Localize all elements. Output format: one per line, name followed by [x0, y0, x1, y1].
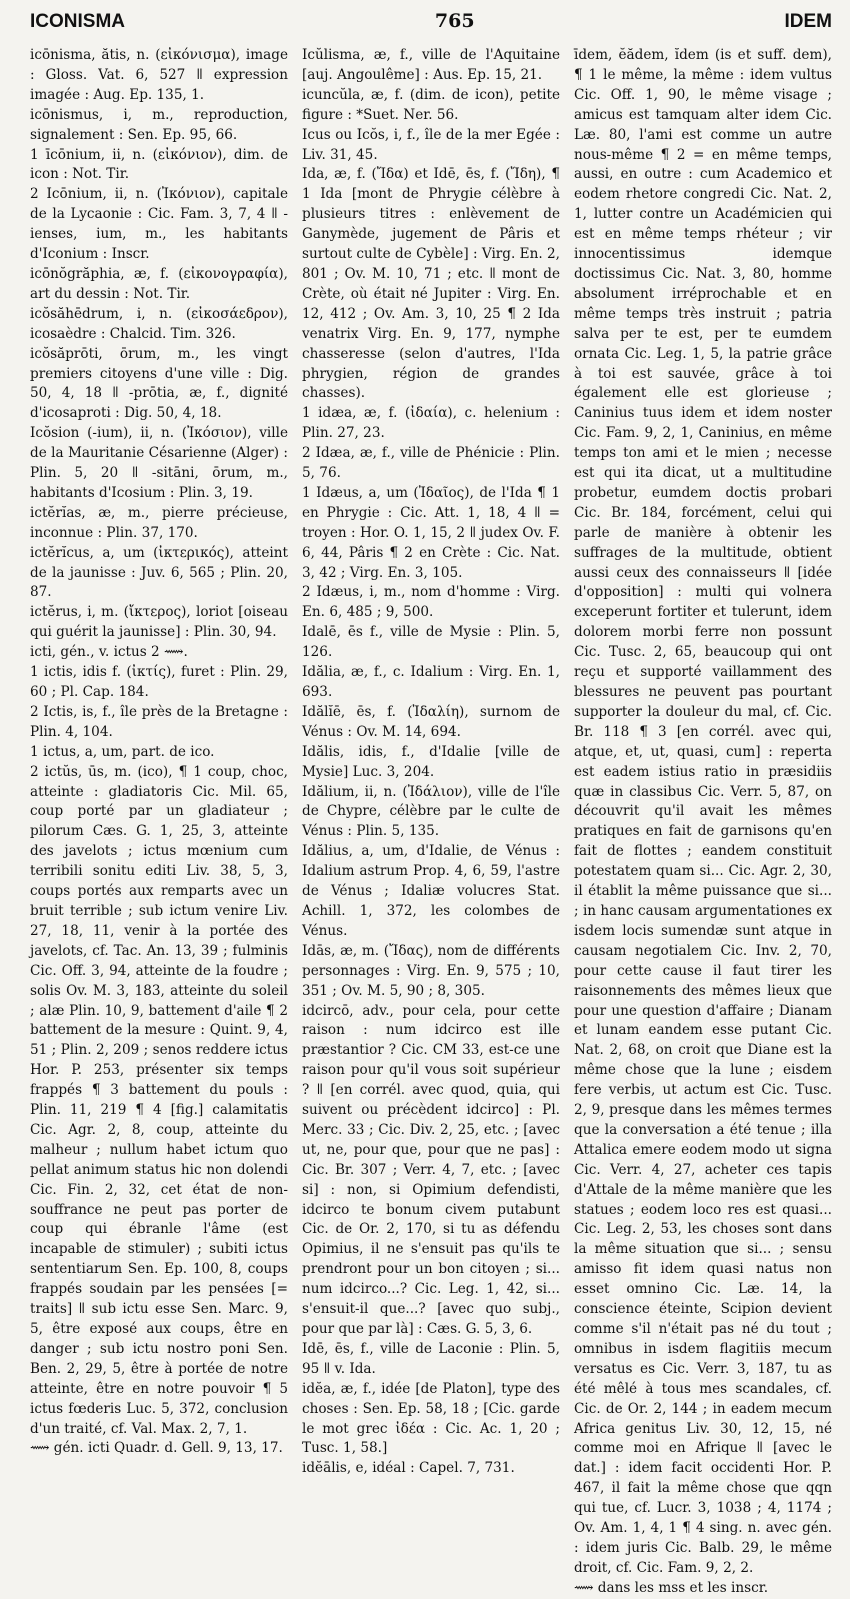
- dictionary-entry: 1 idæa, æ, f. (ἰδαία), c. helenium : Plin. 27, 23.: [302, 405, 560, 442]
- dictionary-entry: 2 Idæus, i, m., nom d'homme : Virg. En. 6, 485 ; 9, 500.: [302, 584, 560, 621]
- dictionary-entry: icuncŭla, æ, f. (dim. de icon), petite figure : *Suet. Ner. 56.: [302, 86, 560, 123]
- dictionary-entry: 2 ictŭs, ūs, m. (ico), ¶ 1 coup, choc, atteinte : gladiatoris Cic. Mil. 65, coup porté par un gladiateur ; pilorum Cæs. G. 1, 25, 3, atteinte des javelots ; ictus mœnium cum terribili sonitu editi Liv. 38, 5, 3, coups portés aux remparts avec un bruit terrible ; sub ictum venire Liv. 27, 18, 11, venir à la portée des javelots, cf. Tac. An. 13, 39 ; fulminis Cic. Off. 3, 94, atteinte de la foudre ; solis Ov. M. 3, 183, atteinte du soleil ; alæ Plin. 10, 9, battement d'aile ¶ 2 battement de la mesure : Quint. 9, 4, 51 ; Plin. 2, 209 ; senos reddere ictus Hor. P. 253, présenter six temps frappés ¶ 3 battement du pouls : Plin. 11, 219 ¶ 4 [fig.] calamitatis Cic. Agr. 2, 8, coup, atteinte du malheur ; nullum habet ictum quo pellat animum status hic non dolendi Cic. Fin. 2, 32, cet état de non-souffrance ne peut pas porter de coup qui ébranle l'âme (est incapable de stimuler) ; subiti ictus sententiarum Sen. Ep. 100, 8, coups frappés soudain par les pensées [= traits] ǁ sub ictu esse Sen. Marc. 9, 5, être exposé aux coups, être en danger ; sub ictu nostro poni Sen. Ben. 2, 29, 5, être à portée de notre atteinte, être en notre pouvoir ¶ 5 ictus fœderis Luc. 5, 372, conclusion d'un traité, cf. Val. Max. 2, 7, 1.: [30, 763, 288, 1437]
- dictionary-entry: Idē, ēs, f., ville de Laconie : Plin. 5, 95 ǁ v. Ida.: [302, 1340, 560, 1377]
- dictionary-entry: Idălis, idis, f., d'Idalie [ville de Mysie] Luc. 3, 204.: [302, 743, 560, 780]
- dictionary-entry: 1 ictis, idis f. (ἰκτίς), furet : Plin. 29, 60 ; Pl. Cap. 184.: [30, 664, 288, 700]
- dictionary-entry: idĕa, æ, f., idée [de Platon], type des choses : Sen. Ep. 58, 18 ; [Cic. garde le mot grec ἰδέα : Cic. Ac. 1, 20 ; Tusc. 1, 58.]: [302, 1380, 560, 1457]
- page-number: 765: [434, 10, 475, 32]
- dictionary-entry: icōnŏgrăphia, æ, f. (εἰκονογραφία), art du dessin : Not. Tir.: [30, 265, 288, 302]
- header-right-word: IDEM: [784, 11, 832, 32]
- dictionary-entry: 1 īcōnium, ii, n. (εἰκόνιον), dim. de icon : Not. Tir.: [30, 146, 288, 183]
- dictionary-entry: Idălĭē, ēs, f. (Ἰδαλίη), surnom de Vénus : Ov. M. 14, 694.: [302, 703, 560, 740]
- dictionary-entry: ictĕrĭas, æ, m., pierre précieuse, inconnue : Plin. 37, 170.: [30, 504, 288, 541]
- dictionary-entry: 1 ictus, a, um, part. de ico.: [30, 743, 215, 760]
- dictionary-entry: Idălia, æ, f., c. Idalium : Virg. En. 1, 693.: [302, 664, 560, 700]
- dictionary-entry: Ida, æ, f. (Ἴδα) et Idē, ēs, f. (Ἴδη), ¶ 1 Ida [mont de Phrygie célèbre à plusieurs titres : enlèvement de Ganymède, jugement de Pâris et surtout culte de Cybèle] : Virg. En. 2, 801 ; Ov. M. 10, 71 ; etc. ǁ mont de Crète, où était né Jupiter : Virg. En. 12, 412 ; Ov. Am. 3, 10, 25 ¶ 2 Ida venatrix Virg. En. 9, 177, nymphe chasseresse (selon d'autres, l'Ida phrygien, région de grandes chasses).: [302, 166, 560, 402]
- dictionary-entry: icti, gén., v. ictus 2 ⟿.: [30, 644, 188, 661]
- dictionary-entry: Idălius, a, um, d'Idalie, de Vénus : Idalium astrum Prop. 4, 6, 59, l'astre de Vénus ; Idaliæ volucres Stat. Achill. 1, 372, les colombes de Vénus.: [302, 843, 560, 939]
- dictionary-entry: Icŏsion (-ium), ii, n. (Ἰκόσιον), ville de la Mauritanie Césarienne (Alger) : Plin. 5, 20 ǁ -sitāni, ōrum, m., habitants d'Icosium : Plin. 3, 19.: [30, 425, 288, 501]
- column-2: [302, 46, 560, 1477]
- dictionary-entry: ictĕrus, i, m. (ἴκτερος), loriot [oiseau qui guérit la jaunisse] : Plin. 30, 94.: [30, 604, 288, 641]
- dictionary-entry: Idās, æ, m. (Ἴδας), nom de différents personnages : Virg. En. 9, 575 ; 10, 351 ; Ov. M. 5, 90 ; 8, 305.: [302, 942, 560, 999]
- column-1: [30, 46, 288, 1457]
- dictionary-entry: 2 Idæa, æ, f., ville de Phénicie : Plin. 5, 76.: [302, 445, 560, 482]
- dictionary-entry: ⟿ dans les mss et les inscr.: [574, 1579, 769, 1596]
- dictionary-entry: icōnismus, i, m., reproduction, signalement : Sen. Ep. 95, 66.: [30, 106, 288, 143]
- column-3: [574, 46, 832, 1596]
- dictionary-entry: Icus ou Icŏs, i, f., île de la mer Egée : Liv. 31, 45.: [302, 126, 560, 163]
- dictionary-entry: Idălium, ii, n. (Ἰδάλιον), ville de l'île de Chypre, célèbre par le culte de Vénus : Plin. 5, 135.: [302, 783, 560, 840]
- dictionary-entry: idcircō, adv., pour cela, pour cette raison : num idcirco est ille præstantior ? Cic. CM 33, est-ce une raison pour qu'il vous soit supérieur ? ǁ [en corrél. avec quod, quia, qui suivent ou précèdent idcirco] : Pl. Merc. 33 ; Cic. Div. 2, 25, etc. ; [avec ut, ne, pour que, pour que ne pas] : Cic. Br. 307 ; Verr. 4, 7, etc. ; [avec si] : non, si Opimium defendisti, idcirco te bonum civem putabunt Cic. de Or. 2, 170, si tu as défendu Opimius, il ne s'ensuit pas qu'ils te prendront pour un bon citoyen ; si... num idcirco...? Cic. Leg. 1, 42, si... s'ensuit-il que...? [avec quo subj., pour que par là] : Cæs. G. 5, 3, 6.: [302, 1002, 560, 1337]
- dictionary-entry: ictĕrĭcus, a, um (ἰκτερικός), atteint de la jaunisse : Juv. 6, 565 ; Plin. 20, 87.: [30, 544, 288, 601]
- columns: [30, 46, 832, 1596]
- dictionary-entry: icŏsăhēdrum, i, n. (εἰκοσάεδρον), icosaèdre : Chalcid. Tim. 326.: [30, 305, 288, 342]
- dictionary-entry: 2 Ictis, is, f., île près de la Bretagne : Plin. 4, 104.: [30, 703, 288, 740]
- dictionary-entry: īdem, ĕădem, ĭdem (is et suff. dem), ¶ 1 le même, la même : idem vultus Cic. Off. 1, 90, le même visage ; amicus est tamquam alter idem Cic. Læ. 80, l'ami est comme un autre nous-même ¶ 2 = en même temps, aussi, en outre : cum Academico et eodem rhetore congredi Cic. Nat. 2, 1, lutter contre un Académicien qui est en même temps rhéteur ; vir innocentissimus idemque doctissimus Cic. Nat. 3, 80, homme absolument irréprochable et en même temps très instruit ; patria salva per te est, per te eumdem ornata Cic. Leg. 1, 5, la patrie grâce à toi est sauvée, grâce à toi également elle est glorieuse ; Caninius tuus idem et idem noster Cic. Fam. 9, 2, 1, Caninius, en même temps ton ami et le mien ; necesse est qui ita dicat, ut a multitudine probetur, eumdem doctis probari Cic. Br. 184, forcément, celui qui parle de manière à obtenir les suffrages de la multitude, obtient aussi ceux des connaisseurs ǁ [idée d'opposition] : multi qui volnera exceperunt fortiter et tulerunt, idem dolorem morbi ferre non possunt Cic. Tusc. 2, 65, beaucoup qui ont reçu et supporté vaillamment des blessures ne peuvent pas pourtant supporter la douleur du mal, cf. Cic. Br. 118 ¶ 3 [en corrél. avec qui, atque, et, ut, quasi, cum] : reperta est eadem istius ratio in præsidiis quæ in classibus Cic. Verr. 5, 87, on découvrit qu'il avait les mêmes pratiques en fait de garnisons qu'en fait de flottes ; eandem constituit potestatem quam si... Cic. Agr. 2, 30, il établit la même puissance que si... ; in hanc causam argumentationes ex isdem locis sumendæ sunt atque in causam negotialem Cic. Inv. 2, 70, pour cette cause il faut tirer les raisonnements des mêmes lieux que pour une question d'affaire ; Dianam et lunam eandem esse putant Cic. Nat. 2, 68, on croit que Diane est la même chose que la lune ; eisdem fere verbis, ut actum est Cic. Tusc. 2, 9, presque dans les mêmes termes que la conversation a été tenue ; illa Attalica emere eodem modo ut signa Cic. Verr. 4, 27, acheter ces tapis d'Attale de la même manière que les statues ; eodem loco res est quasi... Cic. Leg. 2, 53, les choses sont dans la même situation que si... ; sensu amisso fit idem quasi natus non esset omnino Cic. Læ. 14, la conscience éteinte, Scipion devient comme s'il n'était pas né du tout ; omnibus in isdem flagitiis mecum versatus es Cic. Verr. 3, 187, tu as été mêlé à tous mes scandales, cf. Cic. de Or. 2, 144 ; in eadem mecum Africa genitus Liv. 30, 12, 15, né comme moi en Afrique ǁ [avec le dat.] : idem facit occidenti Hor. P. 467, il fait la même chose que qqn qui tue, cf. Lucr. 3, 1038 ; 4, 1174 ; Ov. Am. 1, 4, 1 ¶ 4 sing. n. avec gén. : idem juris Cic. Balb. 29, le même droit, cf. Cic. Fam. 9, 2, 2.: [574, 47, 832, 1576]
- header-left-word: ICONISMA: [30, 11, 125, 32]
- dictionary-entry: Idalē, ēs f., ville de Mysie : Plin. 5, 126.: [302, 624, 560, 661]
- dictionary-entry: idĕālis, e, idéal : Capel. 7, 731.: [302, 1460, 515, 1477]
- dictionary-entry: ⟿ gén. icti Quadr. d. Gell. 9, 13, 17.: [30, 1440, 283, 1457]
- dictionary-entry: 1 Idæus, a, um (Ἰδαῖος), de l'Ida ¶ 1 en Phrygie : Cic. Att. 1, 18, 4 ǁ = troyen : Hor. O. 1, 15, 2 ǁ judex Ov. F. 6, 44, Pâris ¶ 2 en Crète : Cic. Nat. 3, 42 ; Virg. En. 3, 105.: [302, 484, 560, 581]
- running-header: [30, 10, 832, 36]
- dictionary-entry: icōnisma, ătis, n. (εἰκόνισμα), image : Gloss. Vat. 6, 527 ǁ expression imagée : Aug. Ep. 135, 1.: [30, 47, 288, 103]
- dictionary-entry: icŏsăprōti, ōrum, m., les vingt premiers citoyens d'une ville : Dig. 50, 4, 18 ǁ -prōtia, æ, f., dignité d'icosaproti : Dig. 50, 4, 18.: [30, 345, 288, 422]
- dictionary-entry: 2 Icōnium, ii, n. (Ἰκόνιον), capitale de la Lycaonie : Cic. Fam. 3, 7, 4 ǁ -ienses, ium, m., les habitants d'Iconium : Inscr.: [30, 186, 288, 263]
- dictionary-entry: Icŭlisma, æ, f., ville de l'Aquitaine [auj. Angoulême] : Aus. Ep. 15, 21.: [302, 47, 560, 83]
